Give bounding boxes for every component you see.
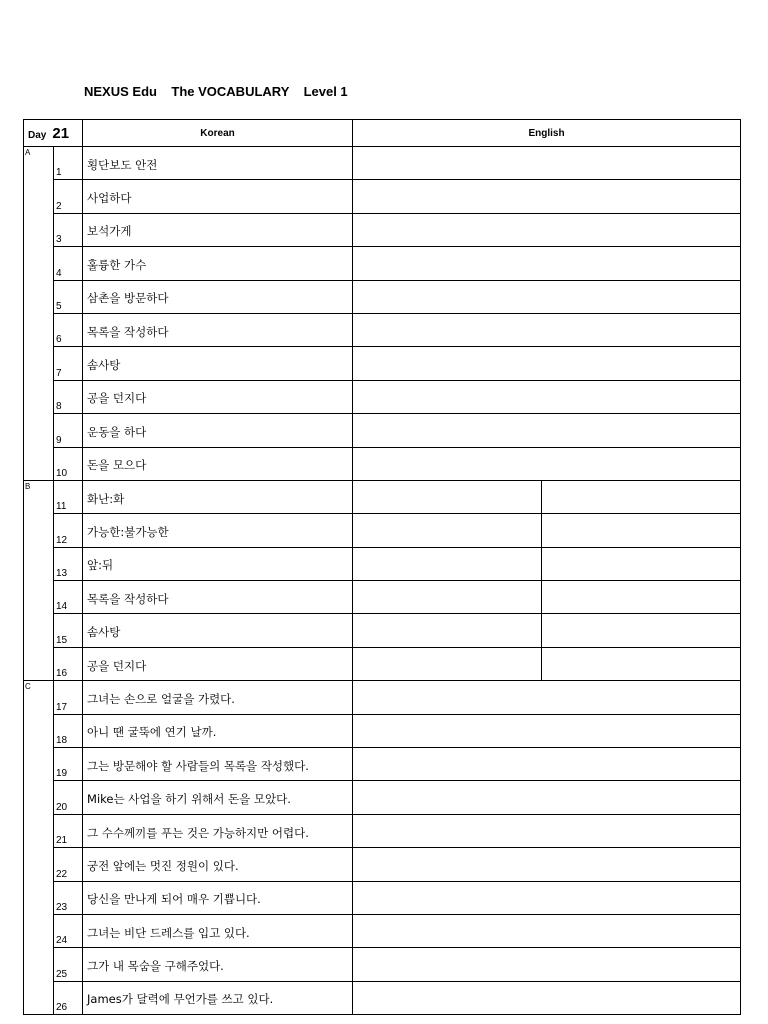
table-row — [24, 213, 741, 246]
english-answer-cell-left[interactable] — [353, 647, 542, 680]
korean-cell: 공을 던지다 — [83, 647, 353, 680]
english-answer-cell[interactable] — [353, 948, 741, 981]
korean-cell: 공을 던지다 — [83, 380, 353, 413]
item-number: 5 — [54, 280, 83, 313]
table-row — [24, 480, 741, 513]
korean-cell: 가능한:불가능한 — [83, 514, 353, 547]
item-number: 9 — [54, 414, 83, 447]
english-answer-cell[interactable] — [353, 914, 741, 947]
table-row — [24, 848, 741, 881]
korean-cell: 앞:뒤 — [83, 547, 353, 580]
korean-cell: 훌륭한 가수 — [83, 247, 353, 280]
worksheet-title: NEXUS Edu The VOCABULARY Level 1 — [84, 84, 348, 99]
header-row — [24, 120, 741, 147]
item-number: 25 — [54, 948, 83, 981]
korean-cell: 솜사탕 — [83, 614, 353, 647]
item-number: 1 — [54, 147, 83, 180]
table-row — [24, 280, 741, 313]
item-number: 19 — [54, 748, 83, 781]
item-number: 21 — [54, 814, 83, 847]
english-answer-cell[interactable] — [353, 814, 741, 847]
item-number: 14 — [54, 581, 83, 614]
item-number: 2 — [54, 180, 83, 213]
english-answer-cell[interactable] — [353, 748, 741, 781]
item-number: 6 — [54, 313, 83, 346]
day-number: 21 — [52, 124, 70, 142]
korean-cell: 횡단보도 안전 — [83, 147, 353, 180]
english-answer-cell[interactable] — [353, 447, 741, 480]
table-row — [24, 781, 741, 814]
english-answer-cell[interactable] — [353, 180, 741, 213]
english-answer-cell[interactable] — [353, 681, 741, 714]
korean-cell: 그녀는 비단 드레스를 입고 있다. — [83, 914, 353, 947]
english-answer-cell-right[interactable] — [542, 614, 741, 647]
english-answer-cell[interactable] — [353, 147, 741, 180]
korean-cell: 솜사탕 — [83, 347, 353, 380]
day-label: Day — [28, 129, 47, 141]
table-row — [24, 247, 741, 280]
table-row — [24, 981, 741, 1014]
english-answer-cell-right[interactable] — [542, 581, 741, 614]
korean-cell: 보석가게 — [83, 213, 353, 246]
english-answer-cell-left[interactable] — [353, 514, 542, 547]
item-number: 23 — [54, 881, 83, 914]
item-number: 22 — [54, 848, 83, 881]
item-number: 17 — [54, 681, 83, 714]
korean-cell: James가 달력에 무언가를 쓰고 있다. — [83, 981, 353, 1014]
item-number: 3 — [54, 213, 83, 246]
english-answer-cell[interactable] — [353, 881, 741, 914]
item-number: 16 — [54, 647, 83, 680]
section-label: C — [24, 681, 54, 1015]
table-row — [24, 514, 741, 547]
table-row — [24, 647, 741, 680]
item-number: 26 — [54, 981, 83, 1014]
section-label: A — [24, 147, 54, 481]
english-answer-cell[interactable] — [353, 347, 741, 380]
english-answer-cell-right[interactable] — [542, 480, 741, 513]
table-row — [24, 447, 741, 480]
day-header — [24, 120, 83, 147]
english-answer-cell-left[interactable] — [353, 480, 542, 513]
table-row — [24, 714, 741, 747]
korean-cell: 궁전 앞에는 멋진 정원이 있다. — [83, 848, 353, 881]
item-number: 12 — [54, 514, 83, 547]
vocabulary-table — [23, 119, 741, 1015]
korean-cell: 그가 내 목숨을 구해주었다. — [83, 948, 353, 981]
english-answer-cell-right[interactable] — [542, 647, 741, 680]
table-row — [24, 147, 741, 180]
english-answer-cell[interactable] — [353, 981, 741, 1014]
item-number: 11 — [54, 480, 83, 513]
english-answer-cell-right[interactable] — [542, 547, 741, 580]
korean-cell: 화난:화 — [83, 480, 353, 513]
korean-header: Korean — [83, 120, 353, 147]
korean-cell: 그 수수께끼를 푸는 것은 가능하지만 어렵다. — [83, 814, 353, 847]
korean-cell: 그녀는 손으로 얼굴을 가렸다. — [83, 681, 353, 714]
korean-cell: 삼촌을 방문하다 — [83, 280, 353, 313]
table-row — [24, 881, 741, 914]
english-header: English — [353, 120, 741, 147]
english-answer-cell-left[interactable] — [353, 614, 542, 647]
english-answer-cell[interactable] — [353, 247, 741, 280]
item-number: 8 — [54, 380, 83, 413]
table-row — [24, 380, 741, 413]
table-row — [24, 614, 741, 647]
korean-cell: 운동을 하다 — [83, 414, 353, 447]
korean-cell: 아니 땐 굴뚝에 연기 날까. — [83, 714, 353, 747]
item-number: 18 — [54, 714, 83, 747]
table-row — [24, 681, 741, 714]
english-answer-cell[interactable] — [353, 380, 741, 413]
item-number: 15 — [54, 614, 83, 647]
korean-cell: 목록을 작성하다 — [83, 313, 353, 346]
table-row — [24, 180, 741, 213]
english-answer-cell[interactable] — [353, 414, 741, 447]
item-number: 10 — [54, 447, 83, 480]
english-answer-cell[interactable] — [353, 781, 741, 814]
korean-cell: Mike는 사업을 하기 위해서 돈을 모았다. — [83, 781, 353, 814]
item-number: 24 — [54, 914, 83, 947]
item-number: 13 — [54, 547, 83, 580]
english-answer-cell[interactable] — [353, 714, 741, 747]
table-row — [24, 547, 741, 580]
english-answer-cell-right[interactable] — [542, 514, 741, 547]
english-answer-cell[interactable] — [353, 313, 741, 346]
item-number: 7 — [54, 347, 83, 380]
korean-cell: 사업하다 — [83, 180, 353, 213]
item-number: 20 — [54, 781, 83, 814]
table-row — [24, 814, 741, 847]
korean-cell: 당신을 만나게 되어 매우 기쁩니다. — [83, 881, 353, 914]
korean-cell: 목록을 작성하다 — [83, 581, 353, 614]
english-answer-cell[interactable] — [353, 213, 741, 246]
table-row — [24, 313, 741, 346]
table-row — [24, 914, 741, 947]
korean-cell: 그는 방문해야 할 사람들의 목록을 작성했다. — [83, 748, 353, 781]
english-answer-cell[interactable] — [353, 848, 741, 881]
english-answer-cell-left[interactable] — [353, 581, 542, 614]
table-row — [24, 414, 741, 447]
table-row — [24, 347, 741, 380]
english-answer-cell-left[interactable] — [353, 547, 542, 580]
table-row — [24, 948, 741, 981]
table-row — [24, 748, 741, 781]
english-answer-cell[interactable] — [353, 280, 741, 313]
section-label: B — [24, 480, 54, 680]
item-number: 4 — [54, 247, 83, 280]
table-row — [24, 581, 741, 614]
korean-cell: 돈을 모으다 — [83, 447, 353, 480]
